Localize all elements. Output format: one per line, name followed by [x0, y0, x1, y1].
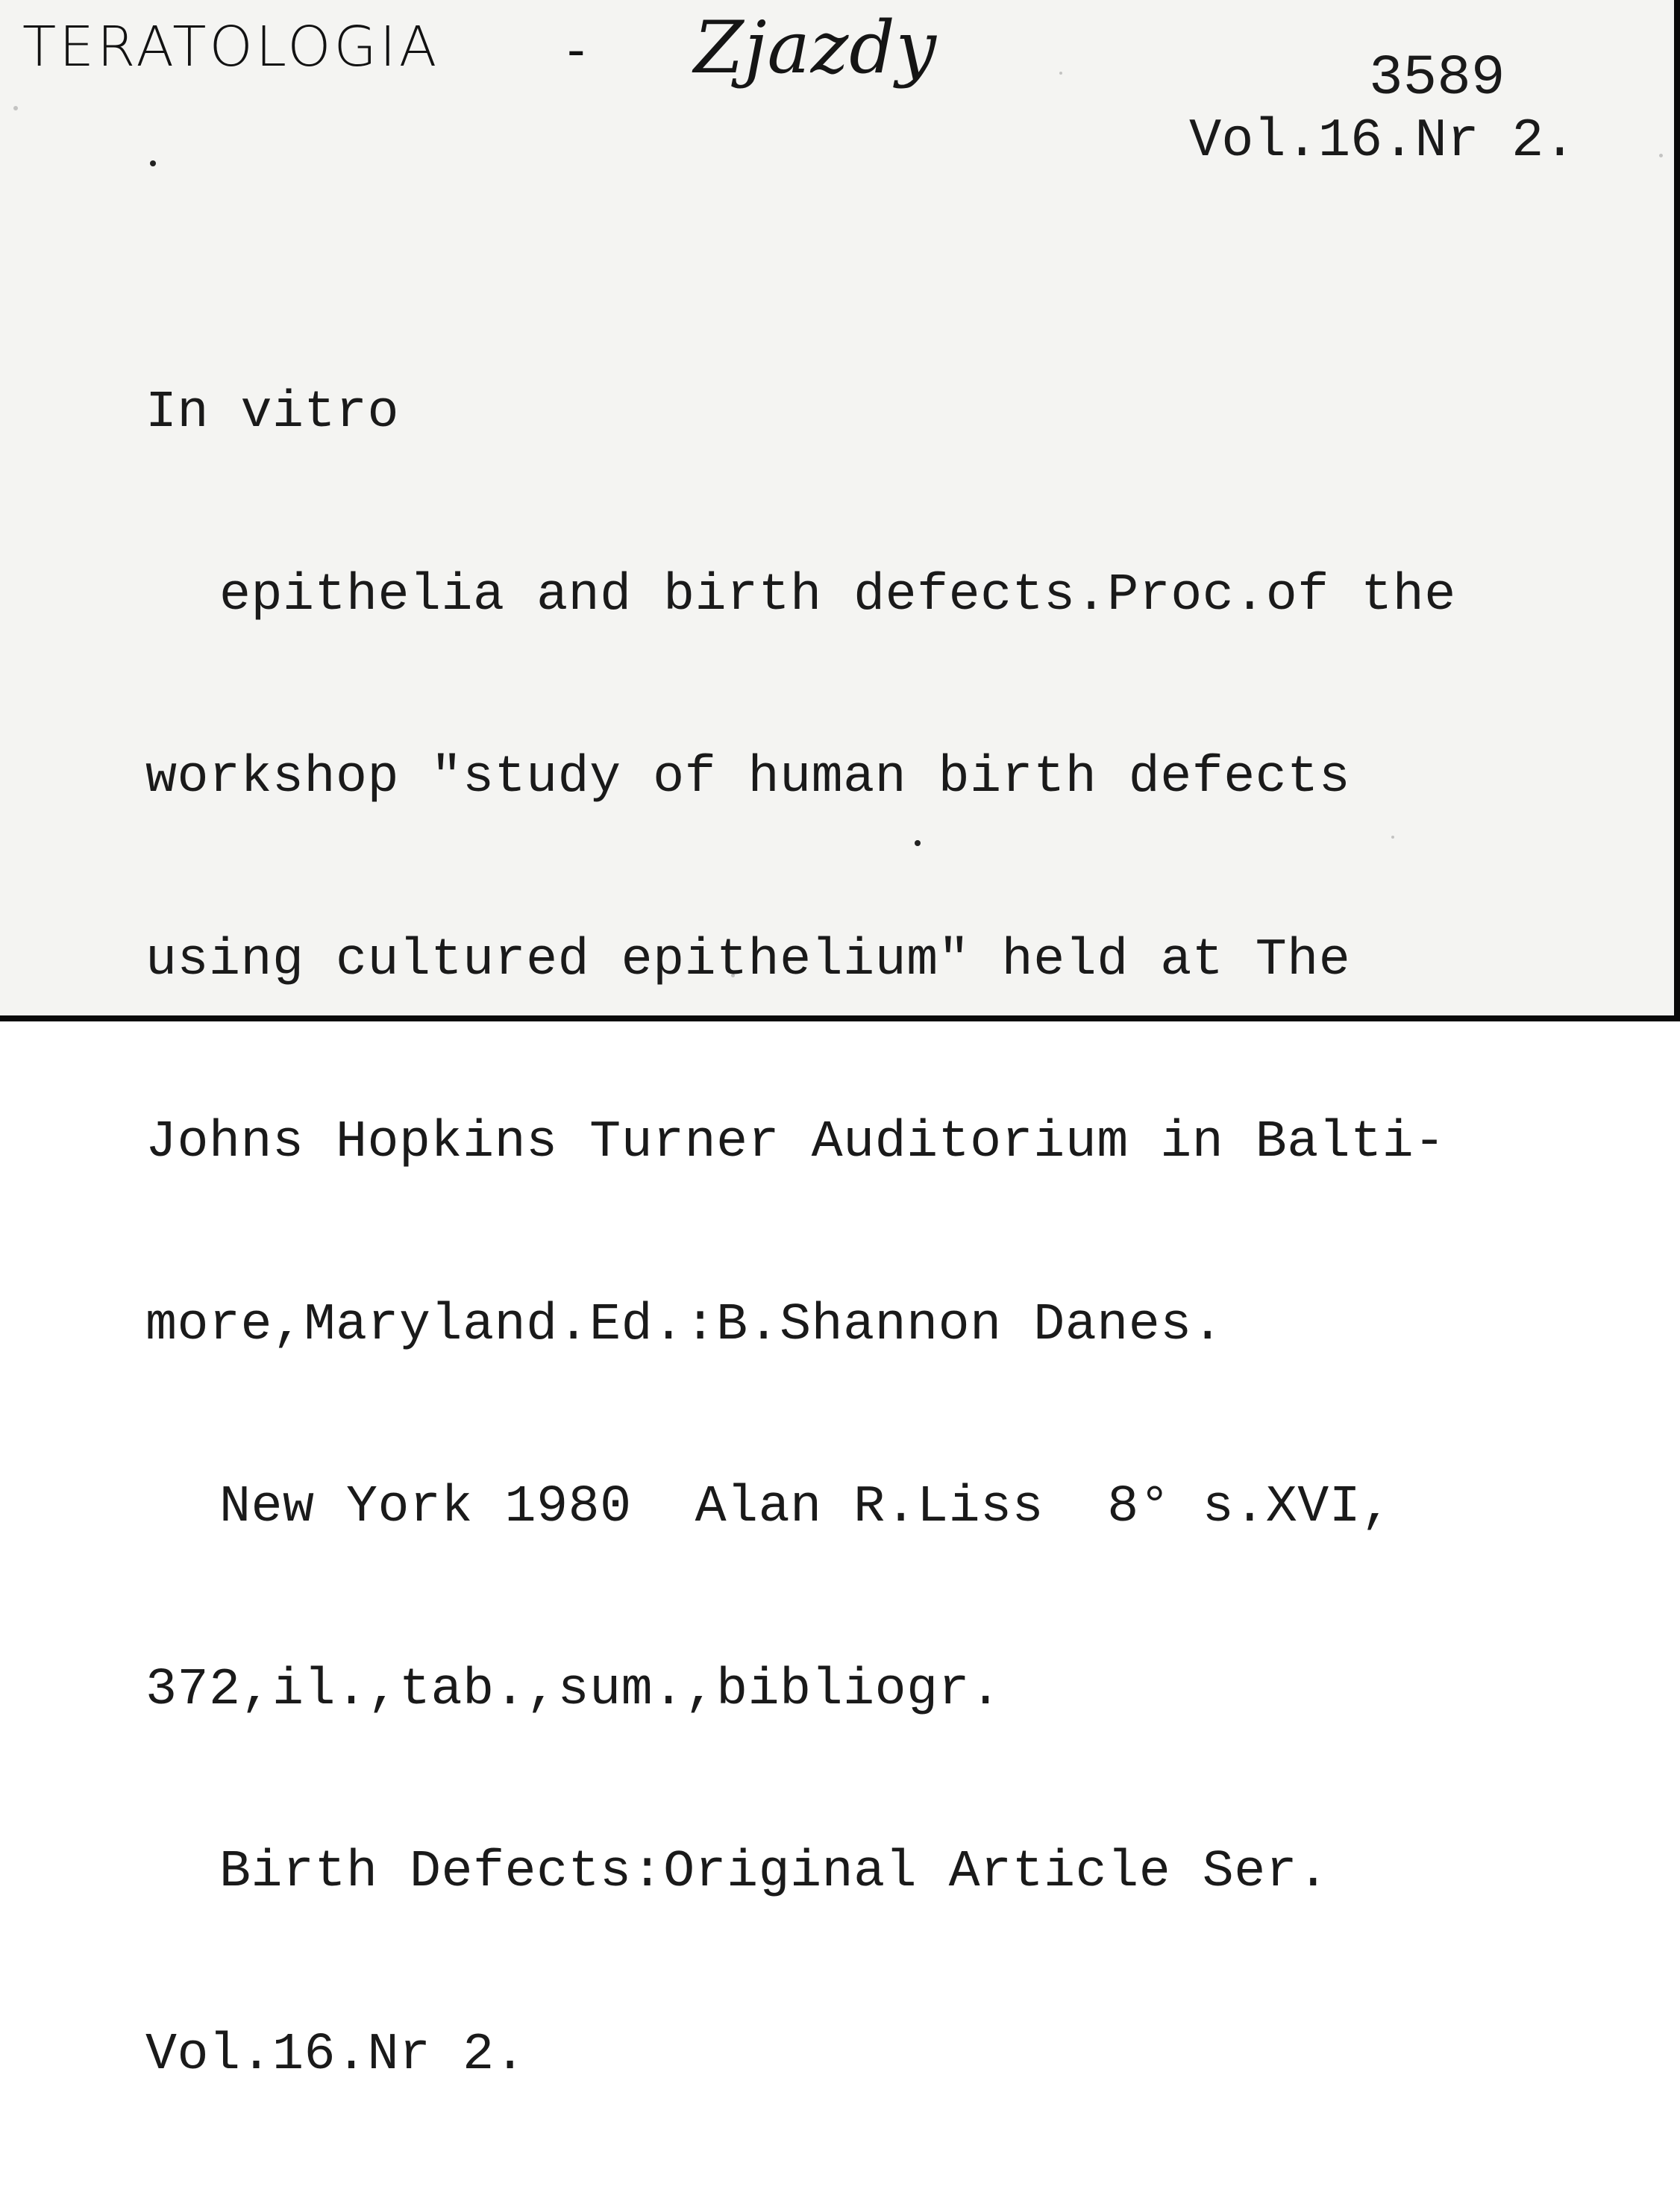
entry-text: [145, 261, 1456, 2207]
entry-line-series: Birth Defects:Original Article Ser.: [219, 1843, 1329, 1902]
handwritten-note: Zjazdy: [694, 6, 937, 90]
stray-dot: [150, 160, 156, 166]
entry-line-title: In vitro: [145, 384, 400, 442]
entry-line: Johns Hopkins Turner Auditorium in Balti-: [145, 1113, 1446, 1172]
catalog-number: 3589: [1369, 46, 1505, 110]
paper-speck: [13, 106, 18, 110]
entry-line: epithelia and birth defects.Proc.of the: [219, 566, 1456, 625]
heading-dash: -: [567, 21, 586, 80]
paper-speck: [1659, 154, 1663, 157]
entry-line: 372,il.,tab.,sum.,bibliogr.: [145, 1660, 1002, 1720]
entry-line: Vol.16.Nr 2.: [145, 2025, 527, 2085]
entry-line: more,Maryland.Ed.:B.Shannon Danes.: [145, 1295, 1224, 1355]
entry-line: using cultured epithelium" held at The: [145, 930, 1351, 990]
card-heading: TERATOLOGIA: [22, 15, 440, 79]
entry-line: workshop "study of human birth defects: [145, 748, 1351, 807]
entry-line-imprint: New York 1980 Alan R.Liss 8° s.XVI,: [219, 1478, 1393, 1537]
volume-reference: Vol.16.Nr 2.: [1189, 110, 1576, 172]
paper-speck: [1059, 72, 1062, 75]
